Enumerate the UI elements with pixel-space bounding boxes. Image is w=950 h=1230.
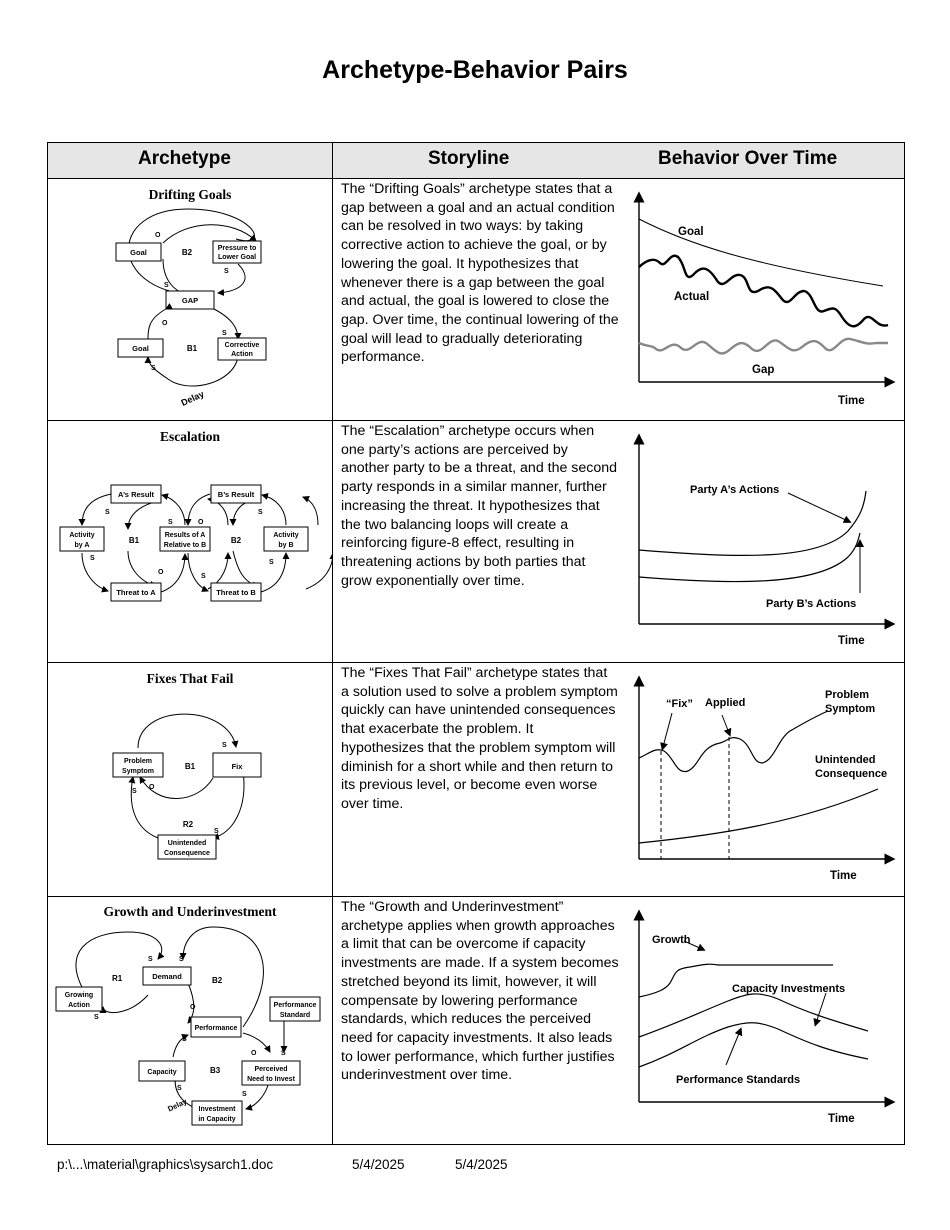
node-label: Pressure to bbox=[217, 245, 257, 252]
series-label: Party A’s Actions bbox=[690, 484, 780, 496]
node-label: Fix bbox=[231, 762, 243, 771]
polarity-label: S bbox=[90, 555, 95, 562]
node-label: Investment bbox=[198, 1106, 236, 1113]
loop-arrow bbox=[262, 495, 286, 525]
annotation-arrow bbox=[663, 713, 672, 747]
node-label: Goal bbox=[132, 344, 149, 353]
polarity-label: S bbox=[201, 573, 206, 580]
node-label: Corrective bbox=[224, 342, 260, 349]
axis-label: Time bbox=[838, 395, 865, 407]
node-label: Symptom bbox=[122, 768, 154, 775]
axis-label: Time bbox=[828, 1113, 855, 1125]
annotation-label: “Fix” bbox=[666, 698, 693, 710]
loop-arrow bbox=[218, 264, 245, 293]
loop-arrow bbox=[161, 554, 185, 592]
polarity-label: S bbox=[94, 1014, 99, 1021]
storyline-cell bbox=[333, 663, 905, 897]
node-label: Action bbox=[68, 1002, 90, 1009]
polarity-label: S bbox=[182, 1036, 187, 1043]
node-label: Relative to B bbox=[163, 542, 207, 549]
series-label: Goal bbox=[678, 226, 704, 238]
storyline-text: The “Escalation” archetype occurs when one party’s actions are perceived by another party to be a threat, and the second party responds in a similar manner, further increasing the threat. It hypothesizes that the two balancing loops will create a reinforcing figure-8 effect, resulting in threatening actions by both parties that grow exponentially over time. bbox=[341, 423, 618, 589]
table-row bbox=[48, 897, 905, 1145]
loop-label: B2 bbox=[181, 248, 193, 257]
gap-curve bbox=[639, 339, 888, 354]
series-label: Symptom bbox=[825, 703, 876, 715]
page-title: Archetype-Behavior Pairs bbox=[322, 56, 628, 84]
loop-label: B3 bbox=[210, 1066, 221, 1075]
table-row bbox=[48, 663, 905, 897]
node-label: Activity bbox=[273, 532, 299, 539]
axis-label: Time bbox=[830, 870, 857, 882]
node-label: Performance bbox=[194, 1025, 238, 1032]
polarity-label: S bbox=[242, 1091, 247, 1098]
node-label: in Capacity bbox=[198, 1116, 236, 1123]
growth-underinvestment-loop-diagram bbox=[48, 897, 333, 1139]
polarity-label: S bbox=[214, 828, 219, 835]
loop-arrow bbox=[148, 357, 238, 386]
node-label: B’s Result bbox=[217, 490, 255, 499]
archetype-cell bbox=[48, 897, 333, 1145]
polarity-label: O bbox=[162, 320, 168, 327]
loop-arrow bbox=[82, 553, 108, 591]
loop-arrow bbox=[303, 497, 318, 525]
series-label: Capacity Investments bbox=[732, 983, 846, 995]
polarity-label: S bbox=[132, 788, 137, 795]
storyline-text: The “Growth and Underinvestment” archetype applies when growth approaches a limit that can be overcome if capacity investments are made. If a system becomes stretched beyond its limit, however, it will compensate by lowering performance standards, which reduces the perceived need for capacity investments. It also leads to lower performance, which further justifies underinvestment over time. bbox=[341, 899, 619, 1084]
performance-curve bbox=[639, 1023, 868, 1067]
node-label: Consequence bbox=[164, 850, 210, 857]
loop-arrow bbox=[163, 259, 188, 295]
archetype-cell bbox=[48, 663, 333, 897]
node-label: Action bbox=[231, 351, 253, 358]
loop-arrow bbox=[233, 551, 258, 587]
polarity-label: S bbox=[177, 1085, 182, 1092]
goal-curve bbox=[639, 219, 883, 286]
node-label: Capacity bbox=[147, 1069, 177, 1076]
loop-arrow bbox=[162, 495, 185, 525]
series-label: Unintended bbox=[815, 754, 876, 766]
behavior-graph bbox=[628, 179, 905, 415]
annotation-arrow bbox=[726, 1031, 740, 1065]
loop-arrow bbox=[183, 927, 263, 1027]
storyline-cell bbox=[333, 421, 905, 663]
behavior-graph bbox=[628, 421, 905, 657]
party-a-curve bbox=[639, 491, 866, 555]
series-label: Actual bbox=[674, 291, 710, 303]
polarity-label: O bbox=[251, 1050, 257, 1057]
polarity-label: S bbox=[222, 330, 227, 337]
annotation-arrow bbox=[788, 493, 848, 521]
header-behavior: Behavior Over Time bbox=[658, 148, 838, 169]
annotation-label: Applied bbox=[705, 697, 746, 709]
header-archetype: Archetype bbox=[138, 148, 231, 169]
behavior-graph bbox=[628, 897, 905, 1139]
polarity-label: S bbox=[164, 282, 169, 289]
polarity-label: S bbox=[148, 956, 153, 963]
storyline-text: The “Drifting Goals” archetype states that a gap between a goal and an actual condition can be resolved in two ways: by taking corrective action to achieve the goal, or by lowering the goal. It hypothesizes that whenever there is a gap between the goal and actual, the goal is lowered to close the gap. Over time, the continual lowering of the goal will lead to gradually deteriorating performance. bbox=[341, 181, 619, 366]
loop-label: B1 bbox=[128, 536, 140, 545]
node-label: A’s Result bbox=[118, 490, 154, 499]
storyline-text: The “Fixes That Fail” archetype states that a solution used to solve a problem symptom quickly can have unintended consequences that exacerbate the problem. It hypothesizes that the problem symptom will diminish for a short while and then return to its previous level, or become even worse over time. bbox=[341, 665, 618, 812]
loop-label: B2 bbox=[230, 536, 242, 545]
node-label: by A bbox=[74, 542, 90, 549]
loop-arrow bbox=[128, 551, 156, 586]
loop-arrow bbox=[188, 553, 208, 591]
loop-arrow bbox=[306, 553, 333, 589]
unintended-curve bbox=[639, 789, 878, 843]
delay-label: Delay bbox=[166, 1096, 189, 1114]
node-label: Performance bbox=[273, 1002, 317, 1009]
series-label: Problem bbox=[825, 689, 870, 701]
polarity-label: S bbox=[222, 742, 227, 749]
annotation-arrow bbox=[722, 715, 729, 733]
table-row bbox=[48, 179, 905, 421]
polarity-label: S bbox=[269, 559, 274, 566]
escalation-loop-diagram bbox=[48, 421, 333, 657]
polarity-label: S bbox=[151, 365, 156, 372]
problem-curve bbox=[639, 711, 828, 772]
fixes-that-fail-loop-diagram bbox=[48, 663, 333, 891]
node-label: Growing bbox=[64, 992, 94, 999]
node-label: Lower Goal bbox=[217, 254, 257, 261]
node-label: Threat to B bbox=[216, 588, 256, 597]
node-label: Goal bbox=[130, 248, 147, 257]
annotation-arrow bbox=[816, 993, 826, 1023]
axis-label: Time bbox=[838, 635, 865, 647]
storyline-cell bbox=[333, 179, 905, 421]
node-label: by B bbox=[278, 542, 294, 549]
series-label: Growth bbox=[652, 934, 691, 946]
node-label: Perceived bbox=[254, 1066, 288, 1073]
footer-date: 5/4/2025 bbox=[455, 1157, 508, 1172]
table-row bbox=[48, 421, 905, 663]
capacity-curve bbox=[639, 994, 868, 1037]
archetype-title: Growth and Underinvestment bbox=[103, 904, 277, 919]
polarity-label: S bbox=[179, 956, 184, 963]
loop-label: B1 bbox=[186, 344, 198, 353]
archetype-title: Drifting Goals bbox=[148, 187, 232, 202]
loop-arrow bbox=[103, 995, 148, 1013]
header-storyline: Storyline bbox=[428, 148, 510, 169]
polarity-label: S bbox=[105, 509, 110, 516]
drifting-goals-loop-diagram bbox=[48, 179, 333, 415]
polarity-label: O bbox=[158, 569, 164, 576]
node-label: Need to Invest bbox=[247, 1076, 295, 1083]
node-label: Standard bbox=[279, 1012, 311, 1019]
loop-arrow bbox=[243, 1033, 270, 1052]
storyline-cell bbox=[333, 897, 905, 1145]
node-label: Demand bbox=[152, 972, 182, 981]
loop-label: R1 bbox=[112, 974, 123, 983]
party-b-curve bbox=[639, 533, 860, 582]
node-label: Threat to A bbox=[116, 588, 156, 597]
polarity-label: S bbox=[258, 509, 263, 516]
archetype-table bbox=[47, 142, 905, 1145]
node-label: Problem bbox=[123, 758, 153, 765]
behavior-graph bbox=[628, 663, 905, 891]
footer-path: p:\...\material\graphics\sysarch1.doc bbox=[57, 1157, 274, 1172]
archetype-cell bbox=[48, 179, 333, 421]
series-label: Performance Standards bbox=[676, 1074, 801, 1086]
polarity-label: O bbox=[149, 784, 155, 791]
series-label: Consequence bbox=[815, 768, 888, 780]
series-label: Gap bbox=[752, 364, 775, 376]
node-label: Unintended bbox=[167, 840, 207, 847]
footer-date: 5/4/2025 bbox=[352, 1157, 405, 1172]
loop-arrow bbox=[128, 501, 158, 529]
polarity-label: O bbox=[155, 232, 161, 239]
loop-label: B2 bbox=[212, 976, 223, 985]
node-label: GAP bbox=[181, 296, 199, 305]
archetype-title: Fixes That Fail bbox=[146, 671, 234, 686]
archetype-title: Escalation bbox=[159, 429, 221, 444]
node-label: Activity bbox=[69, 532, 95, 539]
series-label: Party B’s Actions bbox=[766, 598, 857, 610]
polarity-label: S bbox=[281, 1050, 286, 1057]
polarity-label: S bbox=[168, 519, 173, 526]
loop-label: R2 bbox=[182, 820, 194, 829]
polarity-label: O bbox=[190, 1004, 196, 1011]
delay-label: Delay bbox=[179, 388, 206, 408]
polarity-label: S bbox=[224, 268, 229, 275]
node-label: Results of A bbox=[164, 532, 206, 539]
loop-label: B1 bbox=[184, 762, 196, 771]
polarity-label: O bbox=[198, 519, 204, 526]
archetype-cell bbox=[48, 421, 333, 663]
